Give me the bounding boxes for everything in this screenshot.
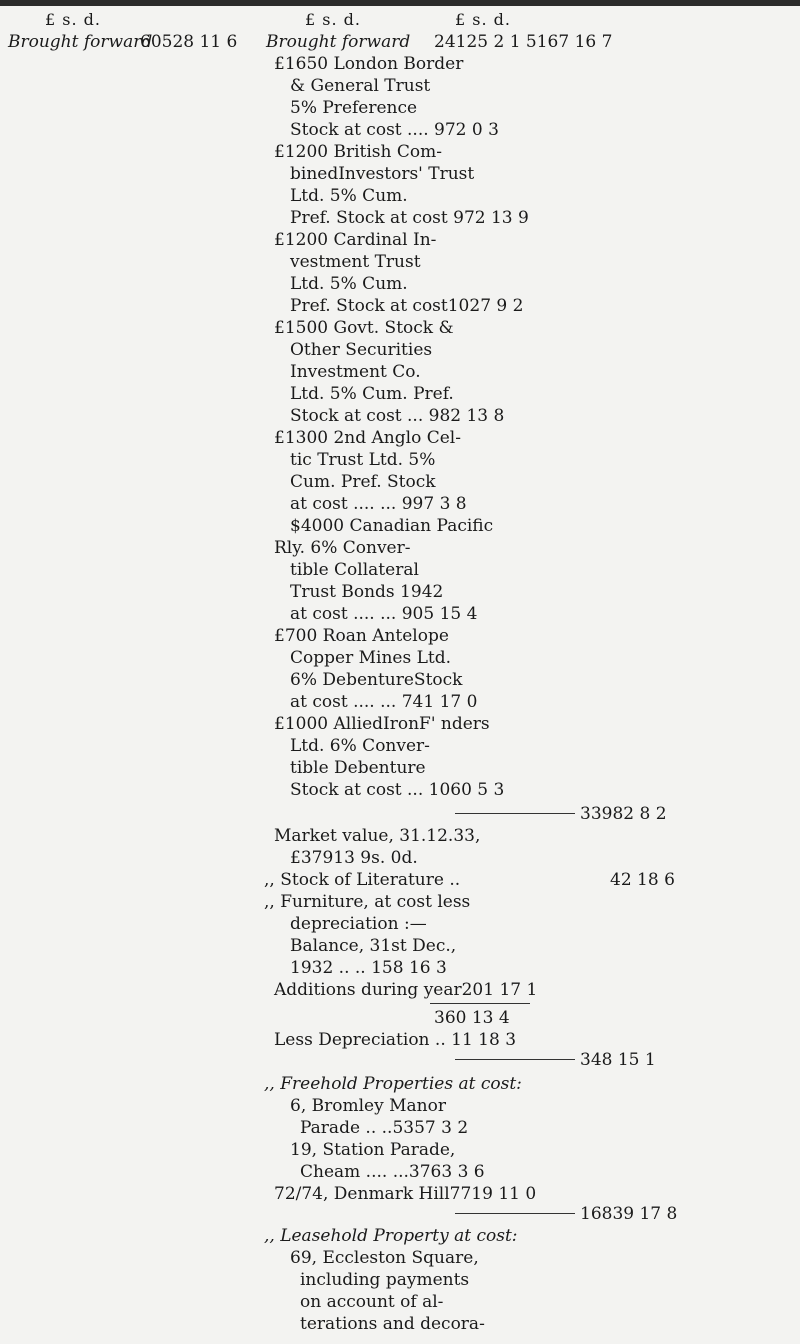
furniture-line: Balance, 31st Dec., (290, 936, 457, 956)
right-brought-forward-value: 24125 2 1 5167 16 7 (434, 32, 613, 52)
investment-line: Trust Bonds 1942 (290, 582, 444, 602)
investment-line: Ltd. 5% Cum. (290, 186, 408, 206)
investments-total: 33982 8 2 (580, 804, 667, 824)
leasehold-heading: ,, Leasehold Property at cost: (264, 1226, 518, 1246)
investment-line: at cost .... ... 997 3 8 (290, 494, 467, 514)
investment-line: Ltd. 5% Cum. Pref. (290, 384, 454, 404)
investment-line: £1500 Govt. Stock & (274, 318, 454, 338)
top-edge (0, 0, 800, 6)
investment-line: & General Trust (290, 76, 431, 96)
left-brought-forward-value: 60528 11 6 (140, 32, 238, 52)
investment-line: 5% Preference (290, 98, 418, 118)
subtotal-rule (430, 1003, 530, 1004)
investment-line: £1000 AlliedIronF' nders (274, 714, 490, 734)
investment-line: £1200 British Com- (274, 142, 442, 162)
investment-line: tible Collateral (290, 560, 419, 580)
furniture-line: ,, Furniture, at cost less (264, 892, 471, 912)
market-value-amount: £37913 9s. 0d. (290, 848, 418, 868)
freehold-total: 16839 17 8 (580, 1204, 678, 1224)
market-value-line: Market value, 31.12.33, (274, 826, 481, 846)
investment-line: Stock at cost ... 982 13 8 (290, 406, 505, 426)
investment-line: binedInvestors' Trust (290, 164, 475, 184)
freehold-line: 6, Bromley Manor (290, 1096, 446, 1116)
subtotal-rule (455, 813, 575, 814)
investment-line: Ltd. 6% Conver- (290, 736, 430, 756)
investment-line: 6% DebentureStock (290, 670, 463, 690)
investment-line: $4000 Canadian Pacific (290, 516, 494, 536)
investment-line: tic Trust Ltd. 5% (290, 450, 436, 470)
freehold-line: 19, Station Parade, (290, 1140, 456, 1160)
investment-line: tible Debenture (290, 758, 426, 778)
left-brought-forward-label: Brought forward (8, 32, 153, 52)
investment-line: Other Securities (290, 340, 433, 360)
investment-line: Pref. Stock at cost 972 13 9 (290, 208, 529, 228)
investment-line: £1200 Cardinal In- (274, 230, 437, 250)
leasehold-line: on account of al- (300, 1292, 444, 1312)
investment-line: £700 Roan Antelope (274, 626, 449, 646)
furniture-net: 348 15 1 (580, 1050, 656, 1070)
right-currency-header-1: £ s. d. (305, 10, 361, 29)
subtotal-rule (455, 1213, 575, 1214)
investment-line: Cum. Pref. Stock (290, 472, 436, 492)
furniture-line: depreciation :— (290, 914, 427, 934)
investment-line: Rly. 6% Conver- (274, 538, 411, 558)
less-depreciation: Less Depreciation .. 11 18 3 (274, 1030, 517, 1050)
freehold-heading: ,, Freehold Properties at cost: (264, 1074, 522, 1094)
investment-line: Ltd. 5% Cum. (290, 274, 408, 294)
freehold-line: Cheam .... ...3763 3 6 (300, 1162, 485, 1182)
furniture-additions: Additions during year201 17 1 (274, 980, 538, 1000)
stock-of-literature: ,, Stock of Literature .. (264, 870, 461, 890)
stock-of-literature-value: 42 18 6 (610, 870, 675, 890)
subtotal-rule (455, 1059, 575, 1060)
right-currency-header-2: £ s. d. (455, 10, 511, 29)
investment-line: Pref. Stock at cost1027 9 2 (290, 296, 524, 316)
leasehold-line: terations and decora- (300, 1314, 485, 1334)
investment-line: £1300 2nd Anglo Cel- (274, 428, 461, 448)
investment-line: at cost .... ... 741 17 0 (290, 692, 478, 712)
leasehold-line: 69, Eccleston Square, (290, 1248, 479, 1268)
investment-line: Stock at cost ... 1060 5 3 (290, 780, 505, 800)
furniture-line: 1932 .. .. 158 16 3 (290, 958, 447, 978)
right-brought-forward-label: Brought forward (266, 32, 411, 52)
investment-line: Stock at cost .... 972 0 3 (290, 120, 499, 140)
leasehold-line: including payments (300, 1270, 470, 1290)
investment-line: vestment Trust (290, 252, 421, 272)
freehold-line: Parade .. ..5357 3 2 (300, 1118, 469, 1138)
furniture-subtotal: 360 13 4 (434, 1008, 510, 1028)
investment-line: at cost .... ... 905 15 4 (290, 604, 478, 624)
investment-line: £1650 London Border (274, 54, 464, 74)
investment-line: Copper Mines Ltd. (290, 648, 451, 668)
investment-line: Investment Co. (290, 362, 421, 382)
left-currency-header: £ s. d. (45, 10, 101, 29)
freehold-line: 72/74, Denmark Hill7719 11 0 (274, 1184, 537, 1204)
